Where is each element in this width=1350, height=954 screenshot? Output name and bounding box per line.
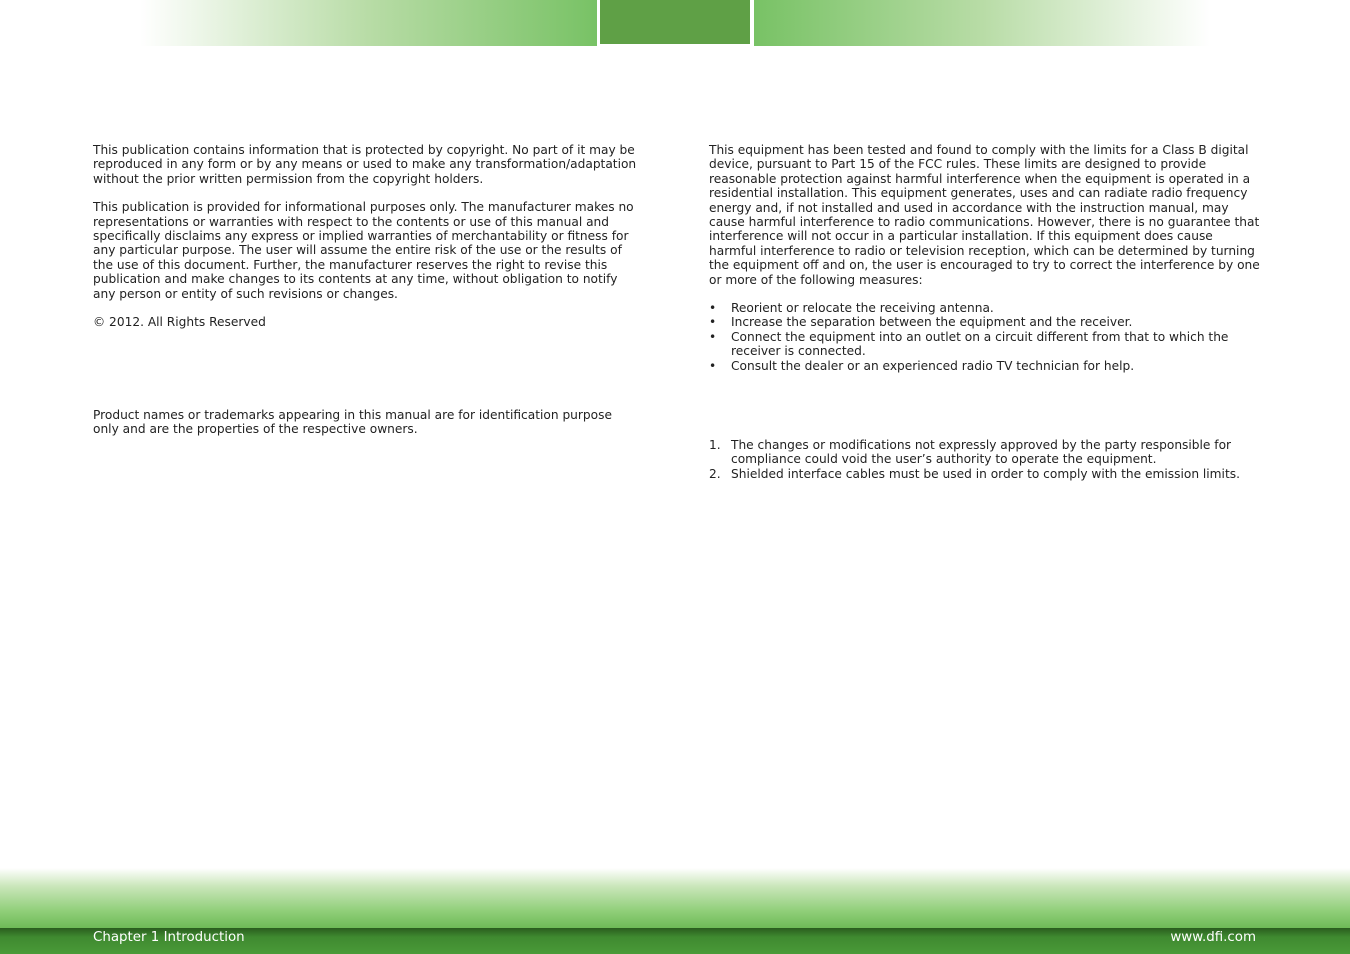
list-item: • Consult the dealer or an experienced radio TV technician for help. bbox=[709, 358, 1135, 373]
footer-gradient bbox=[0, 868, 1350, 930]
bullet-icon: • bbox=[709, 329, 717, 344]
notices-list bbox=[709, 438, 1261, 481]
list-item: • Increase the separation between the equipment and the receiver. bbox=[709, 315, 1133, 330]
copyright-paragraph-1: This publication contains information that is protected by copyright. No part of it may be reproduced in any form or by any means or used to make any transformation/adaptation without the prior written permission from the copyright holders. bbox=[93, 143, 637, 186]
header-gradient-left bbox=[140, 0, 597, 46]
measures-list bbox=[709, 301, 1261, 373]
trademarks-paragraph: Product names or trademarks appearing in this manual are for identification purpose only and are the properties of the respective owners. bbox=[93, 408, 612, 437]
footer-website-link[interactable]: www.dfi.com bbox=[1170, 930, 1256, 945]
fcc-section bbox=[709, 143, 1261, 373]
list-item: • Connect the equipment into an outlet on a circuit different from that to which the receiver is connected. bbox=[709, 329, 1229, 359]
bullet-icon: • bbox=[709, 358, 717, 373]
header-gradient-right bbox=[754, 0, 1210, 46]
footer-chapter: Chapter 1 Introduction bbox=[93, 930, 245, 945]
copyright-section bbox=[93, 143, 638, 329]
header-accent-block bbox=[600, 0, 750, 44]
list-item: 1. The changes or modifications not expressly approved by the party responsible for compliance could void the user’s authority to operate the equipment. bbox=[709, 438, 1232, 467]
list-item: • Reorient or relocate the receiving antenna. bbox=[709, 301, 994, 316]
bullet-icon: • bbox=[709, 315, 717, 330]
copyright-paragraph-2: This publication is provided for informational purposes only. The manufacturer makes no representations or warranties with respect to the contents or use of this manual and specifically disclaims any express or implied warranties of merchantability or fitness for any particular purpose. The user will assume the entire risk of the use or the results of the use of this document. Further, the manufacturer reserves the right to revise this publication and make changes to its contents at any time, without obligation to notify any person or entity of such revisions or changes. bbox=[93, 200, 634, 301]
fcc-paragraph: This equipment has been tested and found to comply with the limits for a Class B digital device, pursuant to Part 15 of the FCC rules. These limits are designed to provide reasonable protection against harmful interference when the equipment is operated in a residential installation. This equipment generates, uses and can radiate radio frequency energy and, if not installed and used in accordance with the instruction manual, may cause harmful interference to radio communications. However, there is no guarantee that interference will not occur in a particular installation. If this equipment does cause harmful interference to radio or television reception, which can be determined by turning the equipment off and on, the user is encouraged to try to correct the interference by one or more of the following measures: bbox=[709, 143, 1260, 287]
bullet-icon: • bbox=[709, 301, 717, 316]
list-item: 2. Shielded interface cables must be used in order to comply with the emission limits. bbox=[709, 466, 1240, 481]
notice-number: 2. bbox=[709, 466, 721, 481]
rights-reserved: © 2012. All Rights Reserved bbox=[93, 315, 266, 330]
notice-number: 1. bbox=[709, 438, 721, 452]
